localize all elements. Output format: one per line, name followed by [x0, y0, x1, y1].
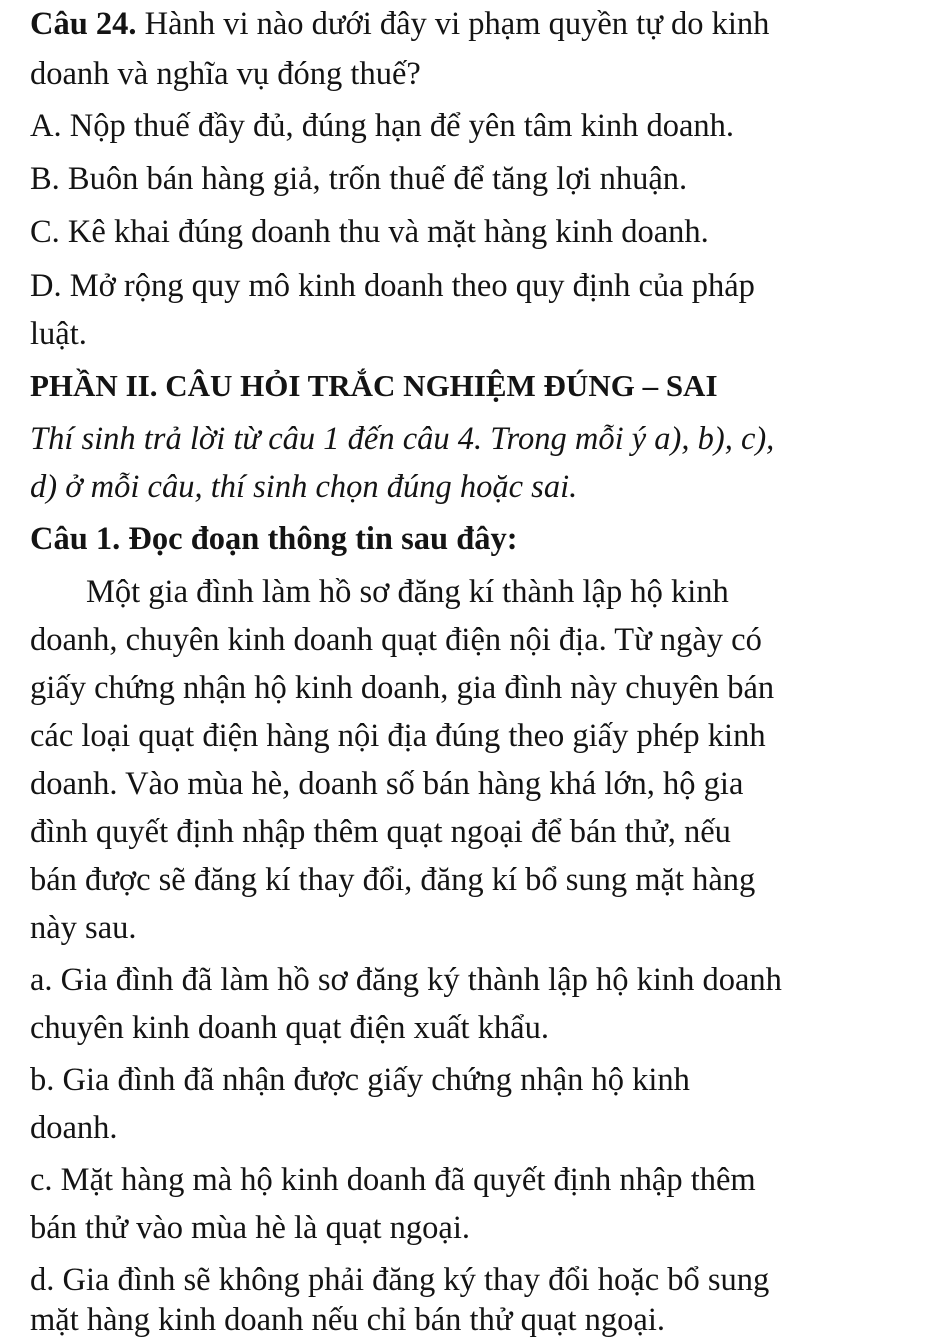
- q24-stem-line-2: doanh và nghĩa vụ đóng thuế?: [30, 56, 421, 92]
- q1-passage-line-3: giấy chứng nhận hộ kinh doanh, gia đình này chuyên bán: [30, 670, 775, 706]
- part2-instruction-line-2: d) ở mỗi câu, thí sinh chọn đúng hoặc sai.: [30, 469, 578, 505]
- part2-instruction-line-1: Thí sinh trả lời từ câu 1 đến câu 4. Trong mỗi ý a), b), c),: [30, 421, 775, 457]
- q1-passage-line-2: doanh, chuyên kinh doanh quạt điện nội địa. Từ ngày có: [30, 622, 762, 658]
- q24-option-a: A. Nộp thuế đầy đủ, đúng hạn để yên tâm kinh doanh.: [30, 108, 735, 144]
- part2-heading: PHẦN II. CÂU HỎI TRẮC NGHIỆM ĐÚNG – SAI: [30, 368, 718, 403]
- q1-passage-line-1: Một gia đình làm hồ sơ đăng kí thành lập hộ kinh: [86, 574, 729, 610]
- q1-statement-c-line-1: c. Mặt hàng mà hộ kinh doanh đã quyết định nhập thêm: [30, 1162, 756, 1198]
- q1-passage-line-5: doanh. Vào mùa hè, doanh số bán hàng khá lớn, hộ gia: [30, 766, 744, 802]
- q1-statement-a-line-2: chuyên kinh doanh quạt điện xuất khẩu.: [30, 1010, 549, 1046]
- q1-heading: Câu 1. Đọc đoạn thông tin sau đây:: [30, 521, 518, 557]
- q24-label: Câu 24.: [30, 6, 137, 42]
- q1-passage-line-4: các loại quạt điện hàng nội địa đúng theo giấy phép kinh: [30, 718, 766, 754]
- q1-statement-d-line-1: d. Gia đình sẽ không phải đăng ký thay đổi hoặc bổ sung: [30, 1262, 770, 1298]
- q1-passage-line-7: bán được sẽ đăng kí thay đổi, đăng kí bổ sung mặt hàng: [30, 862, 756, 898]
- q24-option-d-line-2: luật.: [30, 316, 87, 352]
- q1-statement-b-line-1: b. Gia đình đã nhận được giấy chứng nhận hộ kinh: [30, 1062, 690, 1098]
- q1-statement-c-line-2: bán thử vào mùa hè là quạt ngoại.: [30, 1210, 470, 1246]
- q24-option-c: C. Kê khai đúng doanh thu và mặt hàng kinh doanh.: [30, 214, 709, 250]
- q24-stem-text: Hành vi nào dưới đây vi phạm quyền tự do kinh: [136, 6, 770, 42]
- q1-passage-line-6: đình quyết định nhập thêm quạt ngoại để bán thử, nếu: [30, 814, 731, 850]
- q24-option-d-line-1: D. Mở rộng quy mô kinh doanh theo quy định của pháp: [30, 268, 755, 304]
- q24-stem-line-1: [30, 8, 769, 41]
- q1-statement-d-line-2: mặt hàng kinh doanh nếu chỉ bán thử quạt ngoại.: [30, 1302, 665, 1338]
- q1-passage-line-8: này sau.: [30, 910, 137, 946]
- q1-statement-a-line-1: a. Gia đình đã làm hồ sơ đăng ký thành lập hộ kinh doanh: [30, 962, 782, 998]
- q1-statement-b-line-2: doanh.: [30, 1110, 118, 1146]
- q24-option-b: B. Buôn bán hàng giả, trốn thuế để tăng lợi nhuận.: [30, 161, 688, 197]
